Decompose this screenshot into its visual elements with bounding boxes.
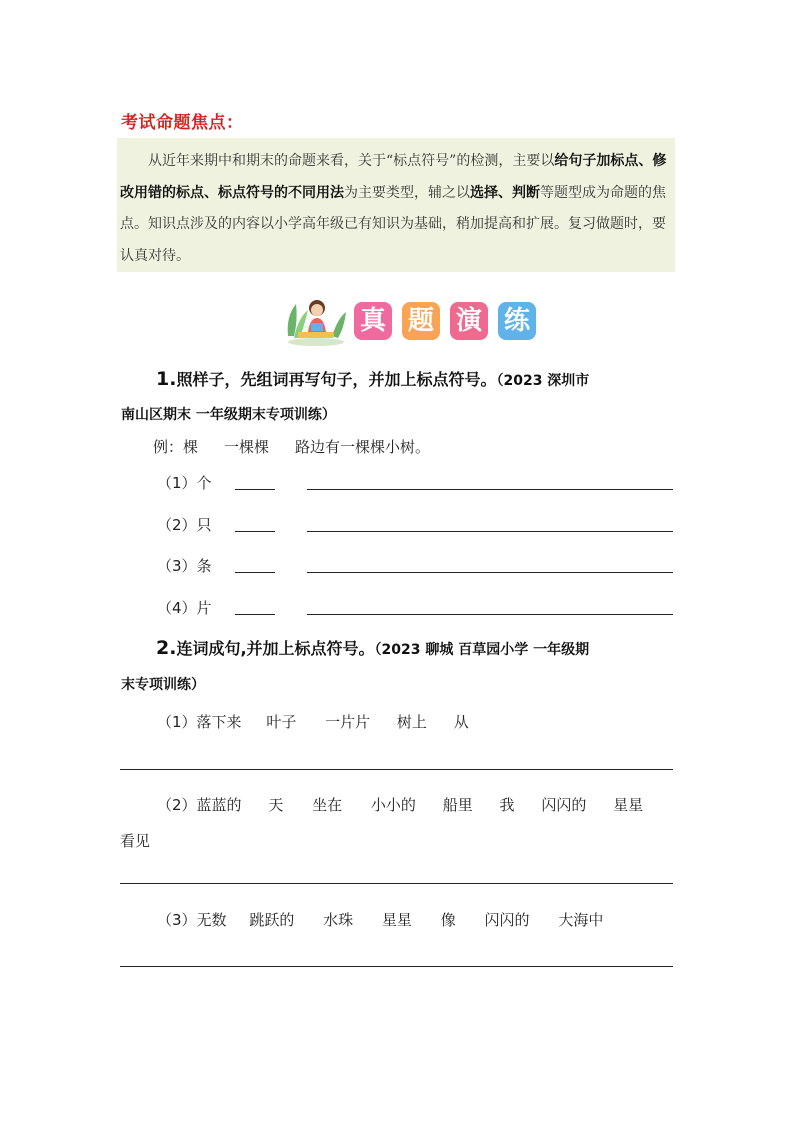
q1-title-text: 照样子，先组词再写句子，并加上标点符号。 [176, 370, 497, 389]
q1-example-word: 一棵棵 [224, 438, 270, 456]
q2-item-2-word: 闪闪的 [541, 796, 587, 814]
q2-item-1-word: 树上 [396, 713, 427, 731]
q1-item-3-word-blank[interactable] [235, 571, 275, 573]
q1-example-sentence: 路边有一棵棵小树。 [295, 438, 431, 456]
focus-bold1: 给句子加标点、修改用错的标点、标点符号的不同用法 [120, 153, 667, 201]
q1-source-a: （2023 深圳市 [496, 373, 590, 389]
q1-example-label: 例：棵 [153, 438, 199, 456]
q2-item-2-words [157, 794, 643, 815]
q1-item-1-sentence-blank[interactable] [307, 488, 673, 490]
q2-item-2-word: 天 [268, 796, 284, 814]
q2-item-2-answer-blank[interactable] [120, 882, 673, 884]
q2-item-2-word: 坐在 [312, 796, 343, 814]
banner-tile-4: 练 [498, 302, 536, 340]
q1-item-4-label: （4）片 [157, 599, 212, 617]
q1-item-2-sentence-blank[interactable] [307, 530, 673, 532]
q1-item-4-word-blank[interactable] [235, 613, 275, 615]
q2-item-3-word: 水珠 [323, 911, 354, 929]
focus-seg1: 从近年来期中和期末的命题来看，关于“标点符号”的检测，主要以 [148, 153, 555, 169]
q1-item-2-label: （2）只 [157, 516, 212, 534]
q2-item-3-word: 闪闪的 [484, 911, 530, 929]
q1-item-4-sentence-blank[interactable] [307, 613, 673, 615]
q2-item-3-word: 大海中 [558, 911, 604, 929]
q2-item-2-word: 我 [499, 796, 515, 814]
q2-item-2-word: 小小的 [370, 796, 416, 814]
section-banner [284, 296, 544, 348]
q2-item-3-word: 像 [440, 911, 456, 929]
focus-title: 考试命题焦点： [121, 113, 244, 133]
q2-title-text: 连词成句,并加上标点符号。 [176, 639, 375, 658]
q2-item-3-word: （3）无数 [157, 911, 227, 929]
girl-reading-illustration [284, 296, 348, 348]
q2-item-2-wrap-word: 看见 [120, 832, 151, 850]
q2-item-3-word: 星星 [381, 911, 412, 929]
q1-title [156, 364, 589, 396]
q2-item-3-answer-blank[interactable] [120, 965, 673, 967]
focus-paragraph [120, 146, 675, 272]
q2-item-1-word: 从 [453, 713, 469, 731]
banner-tile-2: 题 [402, 302, 440, 340]
q2-item-3-word: 跳跃的 [249, 911, 295, 929]
focus-seg3: 等题型成为命题的焦点。知识点涉及的内容以小学高年级已有知识为基础，稍加提高和扩展。复习做题时，要认真对待。 [120, 184, 666, 264]
q1-item-3-sentence-blank[interactable] [307, 571, 673, 573]
q2-title [156, 633, 589, 665]
q2-number: 2. [156, 637, 177, 659]
q2-item-1-word: 一片片 [325, 713, 371, 731]
q2-item-3-words [157, 909, 603, 930]
q2-item-1-word: （1）落下来 [157, 713, 242, 731]
q2-item-2-word: 星星 [613, 796, 644, 814]
q2-item-2-word: 船里 [442, 796, 473, 814]
q2-item-1-answer-blank[interactable] [120, 768, 673, 770]
q1-item-1-label: （1）个 [157, 474, 212, 492]
q2-item-2-word: （2）蓝蓝的 [157, 796, 242, 814]
focus-seg2: 为主要类型，辅之以 [344, 184, 470, 201]
q1-source-b: 南山区期末 一年级期末专项训练） [121, 407, 336, 423]
q1-number: 1. [156, 368, 177, 390]
q2-source-a: （2023 聊城 百草园小学 一年级期 [374, 642, 590, 658]
banner-tile-3: 演 [450, 302, 488, 340]
q2-item-1-word: 叶子 [266, 713, 297, 731]
focus-bold2: 选择、判断 [470, 184, 540, 201]
q2-item-1-words [157, 711, 469, 732]
q1-item-2-word-blank[interactable] [235, 530, 275, 532]
q2-source-b: 末专项训练） [121, 677, 205, 693]
q1-item-3-label: （3）条 [157, 557, 212, 575]
banner-tile-1: 真 [354, 302, 392, 340]
q1-item-1-word-blank[interactable] [235, 488, 275, 490]
